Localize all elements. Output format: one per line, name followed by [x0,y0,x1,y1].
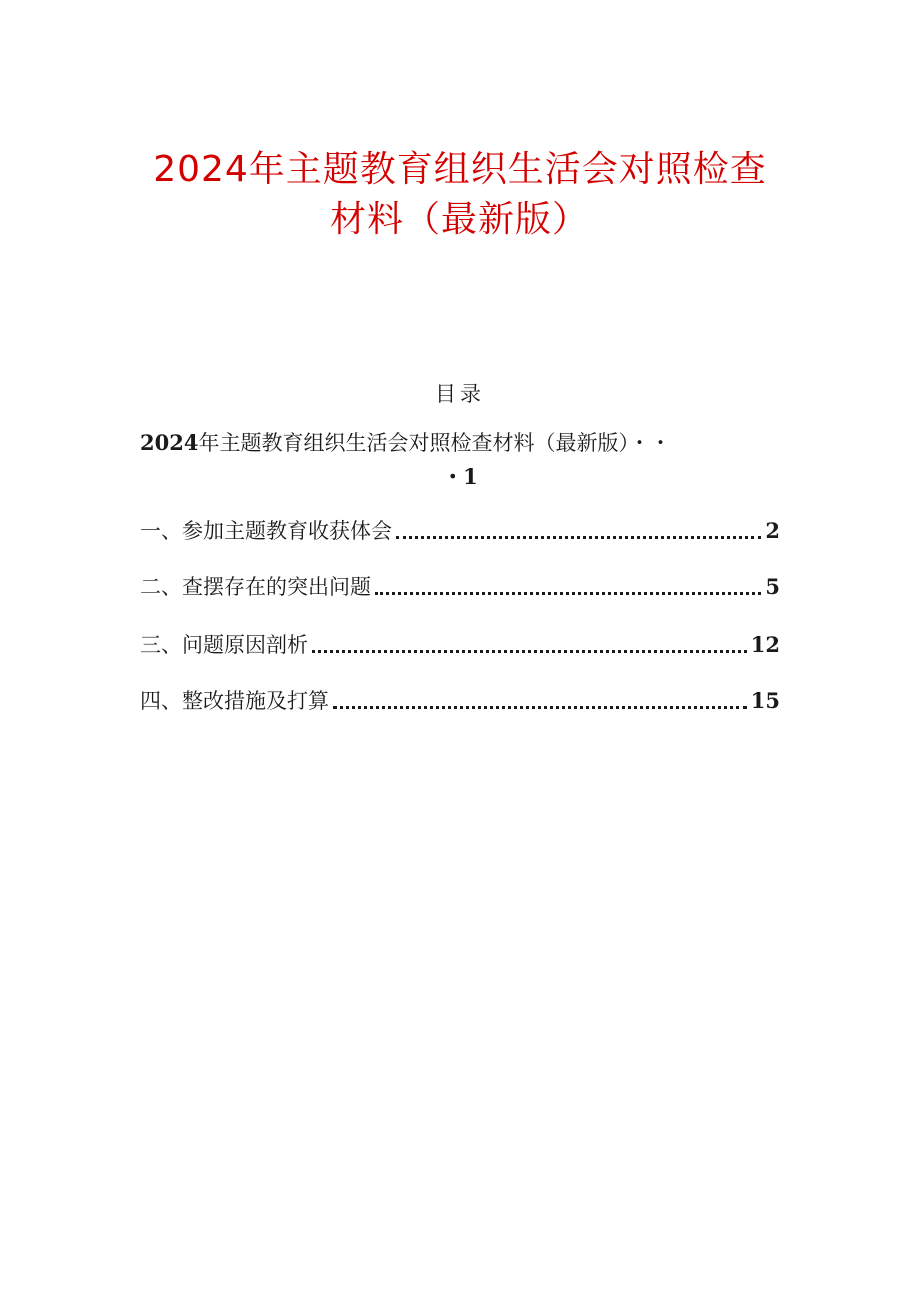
toc-entry-main-title-number: 2024 [140,430,199,455]
toc-entry-1[interactable] [140,514,780,546]
toc-entry-label: 二、查摆存在的突出问题 [140,575,371,599]
toc-entry-2[interactable] [140,570,780,602]
toc-entry-page-number: 2 [765,518,780,543]
toc-dot-leader [375,592,761,595]
toc-dot-leader [333,706,747,709]
toc-entry-page-number: 12 [750,632,780,657]
document-title-line-2: 材料（最新版） [330,199,590,240]
toc-entry-label: 四、整改措施及打算 [140,689,329,713]
toc-dot-leader [396,536,761,539]
toc-entry-page-number: 5 [765,574,780,599]
toc-entry-label: 一、参加主题教育收获体会 [140,519,392,543]
toc-entry-4[interactable] [140,684,780,716]
toc-entry-3[interactable] [140,628,780,660]
toc-entry-main-title-page: ・1 [442,464,478,489]
toc-entry-main-title[interactable] [140,428,780,458]
toc-dot-leader [312,650,747,653]
toc-heading: 目录 [435,382,485,406]
toc-entry-main-title-text: 年主题教育组织生活会对照检查材料（最新版）・・ [198,431,671,455]
document-title-line-1: 2024年主题教育组织生活会对照检查 [153,149,767,190]
toc-entry-page-number: 15 [750,688,780,713]
toc-entry-label: 三、问题原因剖析 [140,633,308,657]
